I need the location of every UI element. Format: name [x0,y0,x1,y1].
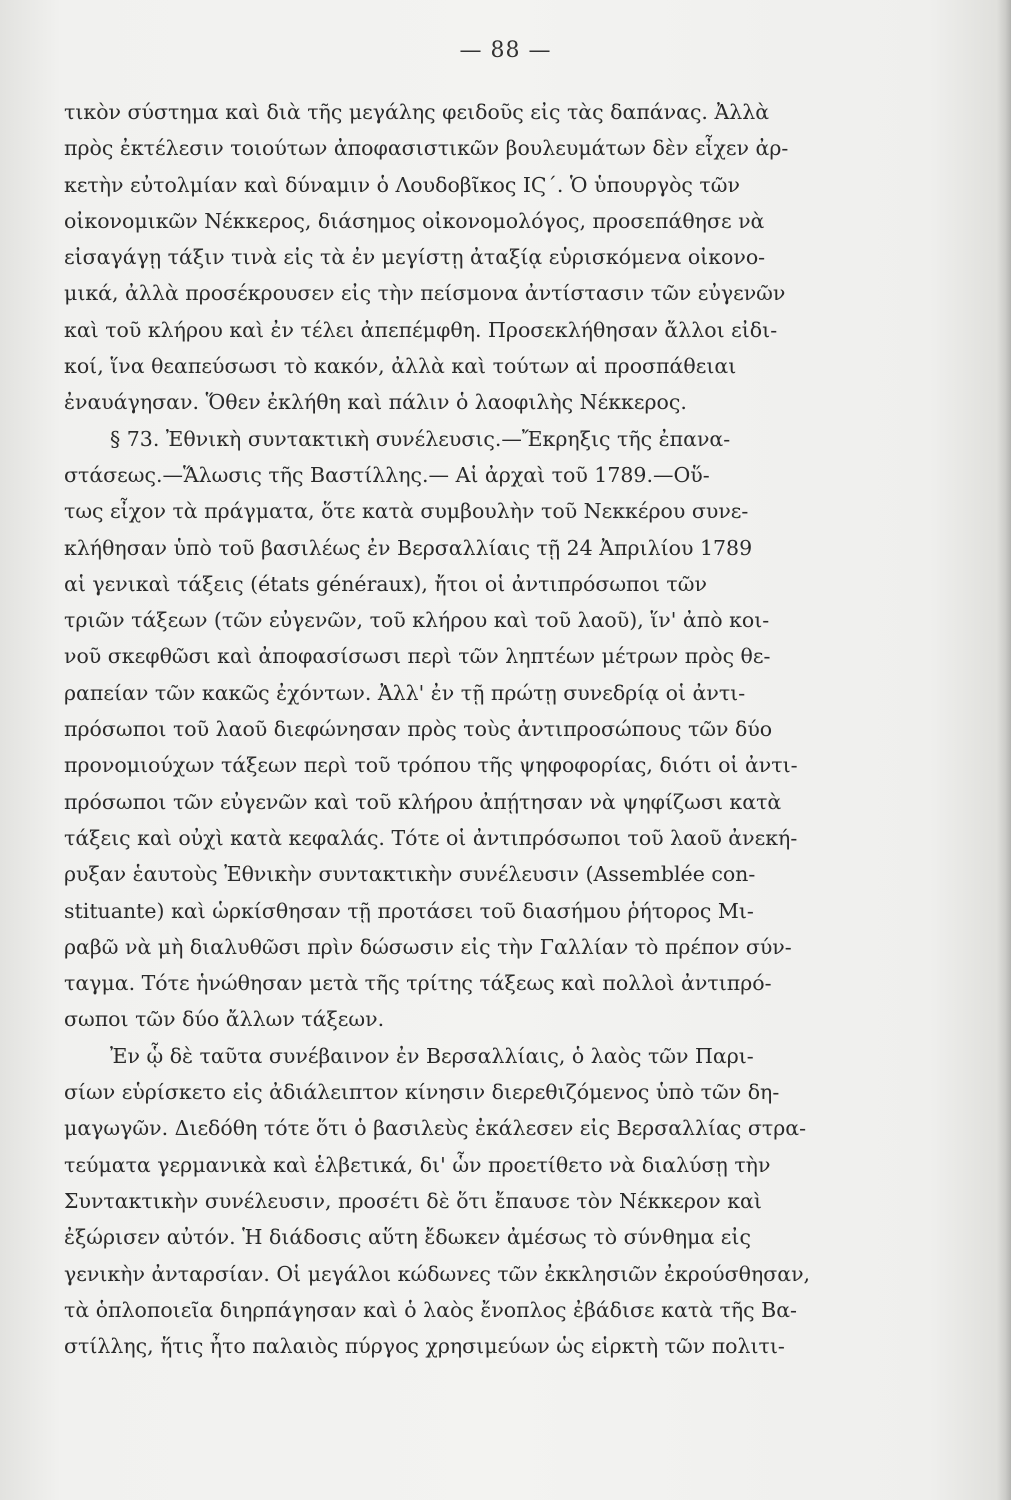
text-line: μικά, ἀλλὰ προσέκρουσεν εἰς τὴν πείσμονα ἀντίστασιν τῶν εὐγενῶν [64,281,786,306]
text-line: σίων εὑρίσκετο εἰς ἀδιάλειπτον κίνησιν διερεθιζόμενος ὑπὸ τῶν δη- [64,1080,780,1105]
text-line: σωποι τῶν δύο ἄλλων τάξεων. [64,1007,385,1032]
text-line: γενικὴν ἀνταρσίαν. Οἱ μεγάλοι κώδωνες τῶν ἐκκλησιῶν ἐκρούσθησαν, [64,1261,811,1286]
text-line: stituante) καὶ ὡρκίσθησαν τῇ προτάσει τοῦ διασήμου ῥήτορος Μι- [64,898,754,923]
text-line: εἰσαγάγῃ τάξιν τινὰ εἰς τὰ ἐν μεγίστῃ ἀταξίᾳ εὑρισκόμενα οἰκονο- [64,245,766,270]
text-line: ραπείαν τῶν κακῶς ἐχόντων. Ἀλλ' ἐν τῇ πρώτῃ συνεδρίᾳ οἱ ἀντι- [64,680,746,705]
text-line: κλήθησαν ὑπὸ τοῦ βασιλέως ἐν Βερσαλλίαις τῇ 24 Ἀπριλίου 1789 [64,535,753,560]
text-line: κοί, ἵνα θεαπεύσωσι τὸ κακόν, ἀλλὰ καὶ τούτων αἱ προσπάθειαι [64,354,737,379]
text-line: καὶ τοῦ κλήρου καὶ ἐν τέλει ἀπεπέμφθη. Προσεκλήθησαν ἄλλοι εἰδι- [64,317,778,342]
text-line: τριῶν τάξεων (τῶν εὐγενῶν, τοῦ κλήρου καὶ τοῦ λαοῦ), ἵν' ἀπὸ κοι- [64,608,770,633]
section-heading-line: στάσεως.—Ἅλωσις τῆς Βαστίλλης.— Αἱ ἀρχαὶ τοῦ 1789.—Οὕ- [64,462,710,487]
text-line: τεύματα γερμανικὰ καὶ ἑλβετικά, δι' ὧν προετίθετο νὰ διαλύσῃ τὴν [64,1152,771,1177]
text-line: πρόσωποι τοῦ λαοῦ διεφώνησαν πρὸς τοὺς ἀντιπροσώπους τῶν δύο [64,717,773,742]
text-line: πρὸς ἐκτέλεσιν τοιούτων ἀποφασιστικῶν βουλευμάτων δὲν εἶχεν ἀρ- [64,136,789,161]
text-line: τάξεις καὶ οὐχὶ κατὰ κεφαλάς. Τότε οἱ ἀντιπρόσωποι τοῦ λαοῦ ἀνεκή- [64,825,798,850]
text-line: ταγμα. Τότε ἡνώθησαν μετὰ τῆς τρίτης τάξεως καὶ πολλοὶ ἀντιπρό- [64,971,772,996]
text-line: τως εἶχον τὰ πράγματα, ὅτε κατὰ συμβουλὴν τοῦ Νεκκέρου συνε- [64,499,749,524]
text-line: οἰκονομικῶν Νέκκερος, διάσημος οἰκονομολόγος, προσεπάθησε νὰ [64,208,765,233]
page-spine-shadow [997,0,1011,1500]
text-line: στίλλης, ἥτις ἦτο παλαιὸς πύργος χρησιμεύων ὡς εἱρκτὴ τῶν πολιτι- [64,1334,785,1359]
text-line: Ἐν ᾧ δὲ ταῦτα συνέβαινον ἐν Βερσαλλίαις, ὁ λαὸς τῶν Παρι- [110,1043,754,1068]
text-line: ραβῶ νὰ μὴ διαλυθῶσι πρὶν δώσωσιν εἰς τὴν Γαλλίαν τὸ πρέπον σύν- [64,934,792,959]
text-line: τικὸν σύστημα καὶ διὰ τῆς μεγάλης φειδοῦς εἰς τὰς δαπάνας. Ἀλλὰ [64,100,770,124]
text-line: νοῦ σκεφθῶσι καὶ ἀποφασίσωσι περὶ τῶν ληπτέων μέτρων πρὸς θε- [64,644,771,669]
text-line: μαγωγῶν. Διεδόθη τότε ὅτι ὁ βασιλεὺς ἐκάλεσεν εἰς Βερσαλλίας στρα- [64,1116,807,1141]
body-text [64,94,906,1364]
text-line: Συντακτικὴν συνέλευσιν, προσέτι δὲ ὅτι ἔπαυσε τὸν Νέκκερον καὶ [64,1188,762,1213]
text-line: ἐξώρισεν αὐτόν. Ἡ διάδοσις αὕτη ἔδωκεν ἀμέσως τὸ σύνθημα εἰς [64,1225,751,1250]
section-heading-line: § 73. Ἐθνικὴ συντακτικὴ συνέλευσις.—Ἔκρηξις τῆς ἐπανα- [110,426,731,451]
page-number: — 88 — [459,38,552,63]
text-line: τὰ ὁπλοποιεῖα διηρπάγησαν καὶ ὁ λαὸς ἔνοπλος ἐβάδισε κατὰ τῆς Βα- [64,1297,797,1322]
text-line: ἐναυάγησαν. Ὅθεν ἐκλήθη καὶ πάλιν ὁ λαοφιλὴς Νέκκερος. [64,390,687,415]
text-line: προνομιούχων τάξεων περὶ τοῦ τρόπου τῆς ψηφοφορίας, διότι οἱ ἀντι- [64,753,798,778]
text-line: ρυξαν ἑαυτοὺς Ἐθνικὴν συντακτικὴν συνέλευσιν (Assemblée con- [64,862,756,887]
text-line: αἱ γενικαὶ τάξεις (états généraux), ἤτοι οἱ ἀντιπρόσωποι τῶν [64,571,707,596]
text-line: πρόσωποι τῶν εὐγενῶν καὶ τοῦ κλήρου ἀπῄτησαν νὰ ψηφίζωσι κατὰ [64,789,782,814]
text-line: κετὴν εὐτολμίαν καὶ δύναμιν ὁ Λουδοβῖκος ΙϚ΄. Ὁ ὑπουργὸς τῶν [64,172,740,197]
